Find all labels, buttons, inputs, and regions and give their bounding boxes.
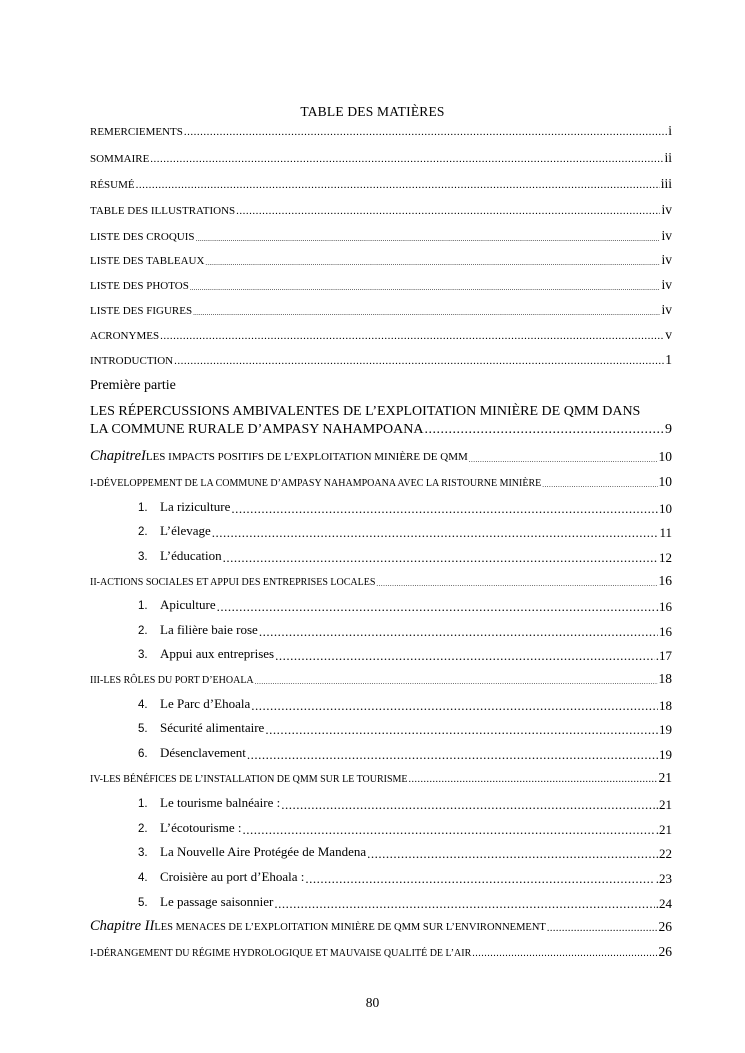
toc-entry-table-illustrations[interactable]: TABLE DES ILLUSTRATIONS ..... iv (90, 203, 672, 217)
toc-entry-section-5[interactable]: I-DÉRANGEMENT DU RÉGIME HYDROLOGIQUE ET MAUVAISE QUALITÉ DE L’AIR ..... 26 (90, 945, 672, 959)
toc-entry-chapitre-2[interactable]: Chapitre IILES MENACES DE L’EXPLOITATION MINIÈRE DE QMM SUR L’ENVIRONNEMENT ..... 26 (90, 919, 672, 934)
toc-entry-part-title[interactable]: LA COMMUNE RURALE D’AMPASY NAHAMPOANA ..... 9 (90, 423, 672, 437)
toc-title: TABLE DES MATIÈRES (300, 104, 445, 119)
toc-item[interactable]: 1. La riziculture ..... 10 (138, 500, 672, 515)
toc-entry-liste-croquis[interactable]: LISTE DES CROQUIS ..... iv (90, 229, 672, 243)
toc-entry-chapitre-1[interactable]: ChapitreILES IMPACTS POSITIFS DE L’EXPLOITATION MINIÈRE DE QMM ..... 10 (90, 449, 672, 464)
toc-entry-sommaire[interactable]: SOMMAIRE ..... ii (90, 151, 672, 165)
toc-entry-remerciements[interactable]: REMERCIEMENTS ..... i (90, 124, 672, 138)
toc-entry-resume[interactable]: RÉSUMÉ ..... iii (90, 177, 672, 191)
page-number: 80 (365, 995, 380, 1010)
toc-entry-section-1[interactable]: I-DÉVELOPPEMENT DE LA COMMUNE D’AMPASY NAHAMPOANA AVEC LA RISTOURNE MINIÈRE ..... 10 (90, 475, 672, 489)
toc-entry-section-4[interactable]: IV-LES BÉNÉFICES DE L’INSTALLATION DE QMM SUR LE TOURISME ..... 21 (90, 771, 672, 785)
toc-entry-introduction[interactable]: INTRODUCTION ..... 1 (90, 353, 672, 367)
toc-item[interactable]: 1. Le tourisme balnéaire : ..... .21 (138, 796, 672, 811)
toc-entry-liste-photos[interactable]: LISTE DES PHOTOS ..... iv (90, 278, 672, 292)
toc-item[interactable]: 6. Désenclavement ..... 19 (138, 746, 672, 761)
part-heading: Première partie (90, 378, 176, 393)
toc-item[interactable]: 2. L’élevage ..... 11 (138, 524, 672, 539)
chapter-prefix: Chapitre II (90, 918, 155, 934)
toc-entry-liste-tableaux[interactable]: LISTE DES TABLEAUX ..... iv (90, 253, 672, 267)
toc-entry-section-2[interactable]: II-ACTIONS SOCIALES ET APPUI DES ENTREPRISES LOCALES ..... 16 (90, 574, 672, 588)
toc-entry-acronymes[interactable]: ACRONYMES ..... v (90, 328, 672, 342)
toc-item[interactable]: 3. L’éducation ..... 12 (138, 549, 672, 564)
toc-item[interactable]: 2. L’écotourisme : ..... .21 (138, 821, 672, 836)
toc-item[interactable]: 5. Sécurité alimentaire ..... 19 (138, 721, 672, 736)
toc-item[interactable]: 3. La Nouvelle Aire Protégée de Mandena ..... .22 (138, 845, 672, 860)
toc-item[interactable]: 4. Croisière au port d’Ehoala : ..... .23 (138, 870, 672, 885)
toc-item[interactable]: 4. Le Parc d’Ehoala ..... 18 (138, 697, 672, 712)
toc-item[interactable]: 3. Appui aux entreprises ..... .17 (138, 647, 672, 662)
toc-entry-liste-figures[interactable]: LISTE DES FIGURES ..... iv (90, 303, 672, 317)
toc-entry-section-3[interactable]: III-LES RÔLES DU PORT D’EHOALA ..... 18 (90, 672, 672, 686)
chapter-prefix: ChapitreI (90, 448, 146, 464)
toc-item[interactable]: 2. La filière baie rose ..... 16 (138, 623, 672, 638)
part-title-line-1: LES RÉPERCUSSIONS AMBIVALENTES DE L’EXPLOITATION MINIÈRE DE QMM DANS (90, 404, 641, 419)
toc-item[interactable]: 1. Apiculture ..... .16 (138, 598, 672, 613)
toc-item[interactable]: 5. Le passage saisonnier ..... .24 (138, 895, 672, 910)
